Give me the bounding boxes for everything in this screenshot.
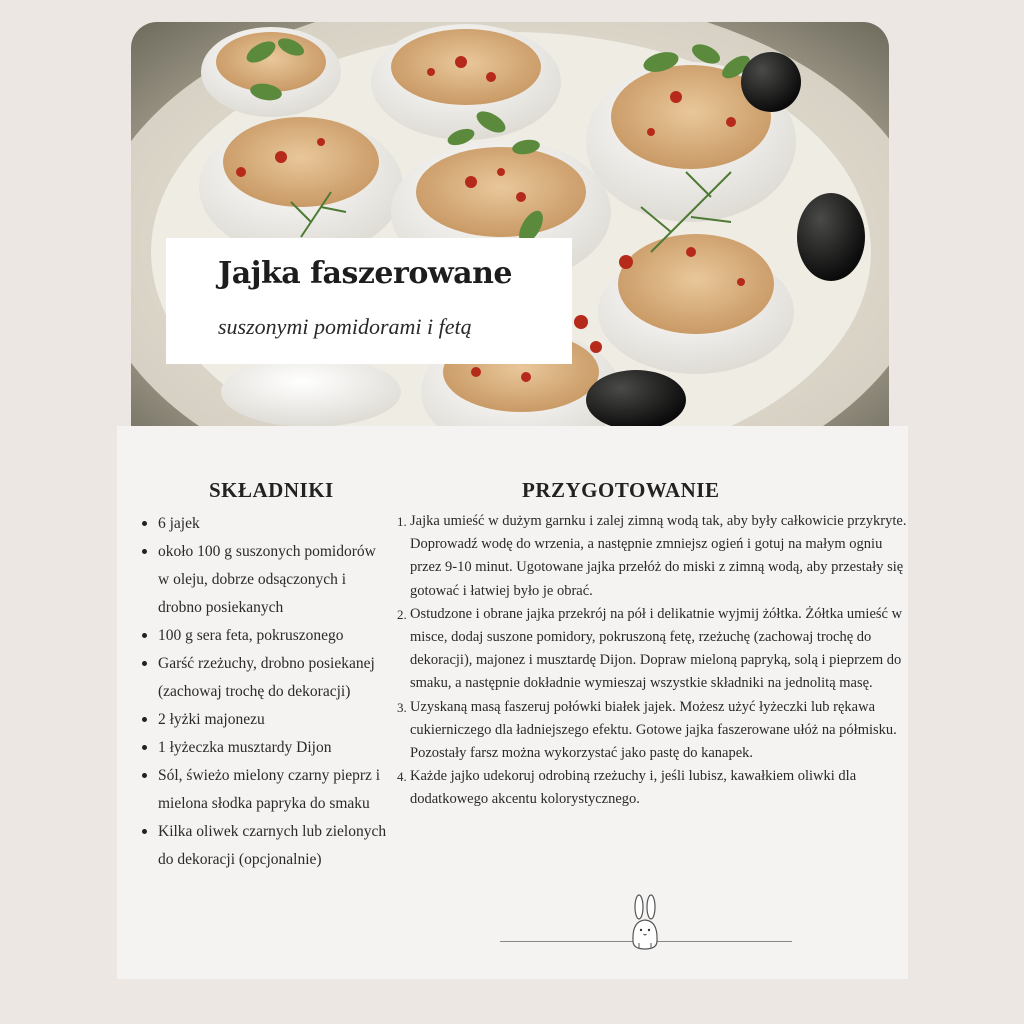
ingredient-item: 2 łyżki majonezu: [139, 706, 389, 734]
step-number: 2.: [397, 606, 407, 622]
preparation-heading: PRZYGOTOWANIE: [522, 478, 720, 502]
preparation-step: [397, 765, 909, 811]
deviled-eggs-illustration: [131, 22, 889, 426]
ingredient-item: 100 g sera feta, pokruszonego: [139, 622, 389, 650]
hero-photo: [131, 22, 889, 426]
ingredient-item: 6 jajek: [139, 510, 389, 538]
egg-top-center: [371, 24, 561, 140]
ingredient-item: Sól, świeżo mielony czarny pieprz i mielona słodka papryka do smaku: [139, 762, 389, 818]
egg-top-left: [201, 27, 341, 117]
recipe-title: Jajka faszerowane: [218, 256, 512, 291]
egg-bottom-left: [221, 357, 401, 426]
step-number: 3.: [397, 699, 407, 715]
preparation-step: [397, 696, 909, 766]
step-number: 4.: [397, 769, 407, 785]
ingredients-list: [139, 510, 389, 874]
step-text: Ostudzone i obrane jajka przekrój na pół i delikatnie wyjmij żółtka. Żółtka umieść w misce, dodaj suszone pomidory, pokruszoną fetę, rzeżuchę (zachowaj trochę do dekoracji), majonez i musztardę Dijon. Dopraw mieloną papryką, solą i pieprzem do smaku, a następnie dokładnie wymieszaj wszystkie składniki na jednolitą masę.: [410, 605, 903, 692]
step-text: Każde jajko udekoruj odrobiną rzeżuchy i, jeśli lubisz, kawałkiem oliwki dla dodatkowego akcentu kolorystycznego.: [410, 768, 857, 808]
ingredient-item: 1 łyżeczka musztardy Dijon: [139, 734, 389, 762]
recipe-subtitle: suszonymi pomidorami i fetą: [218, 314, 472, 339]
ingredient-item: Kilka oliwek czarnych lub zielonych do dekoracji (opcjonalnie): [139, 818, 389, 874]
ingredients-heading: SKŁADNIKI: [209, 478, 334, 502]
bunny-icon: [629, 893, 661, 951]
ingredient-item: Garść rzeżuchy, drobno posiekanej (zachowaj trochę do dekoracji): [139, 650, 389, 706]
step-number: 1.: [397, 514, 407, 529]
preparation-step: [397, 603, 909, 696]
title-box: [166, 238, 572, 364]
preparation-steps: [397, 510, 909, 812]
preparation-step: [397, 510, 909, 603]
recipe-card: [117, 426, 908, 979]
step-text: Uzyskaną masą faszeruj połówki białek jajek. Możesz użyć łyżeczki lub rękawa cukierniczego dla ładniejszego efektu. Gotowe jajka faszerowane ułóż na półmisku. Pozostały farsz można wykorzystać jako pastę do kanapek.: [410, 698, 897, 762]
olive: [797, 193, 865, 281]
step-text: Jajka umieść w dużym garnku i zalej zimną wodą tak, aby były całkowicie przykryte. Doprowadź wodę do wrzenia, a następnie zmniejsz ogień i gotuj na małym ogniu przez 9-10 minut. Ugotowane jajka przełóż do miski z zimną wodą, aby przestały się gotować i łatwiej było je obrać.: [410, 513, 907, 599]
ingredient-item: około 100 g suszonych pomidorów w oleju, dobrze odsączonych i drobno posiekanych: [139, 538, 389, 622]
olive: [741, 52, 801, 112]
